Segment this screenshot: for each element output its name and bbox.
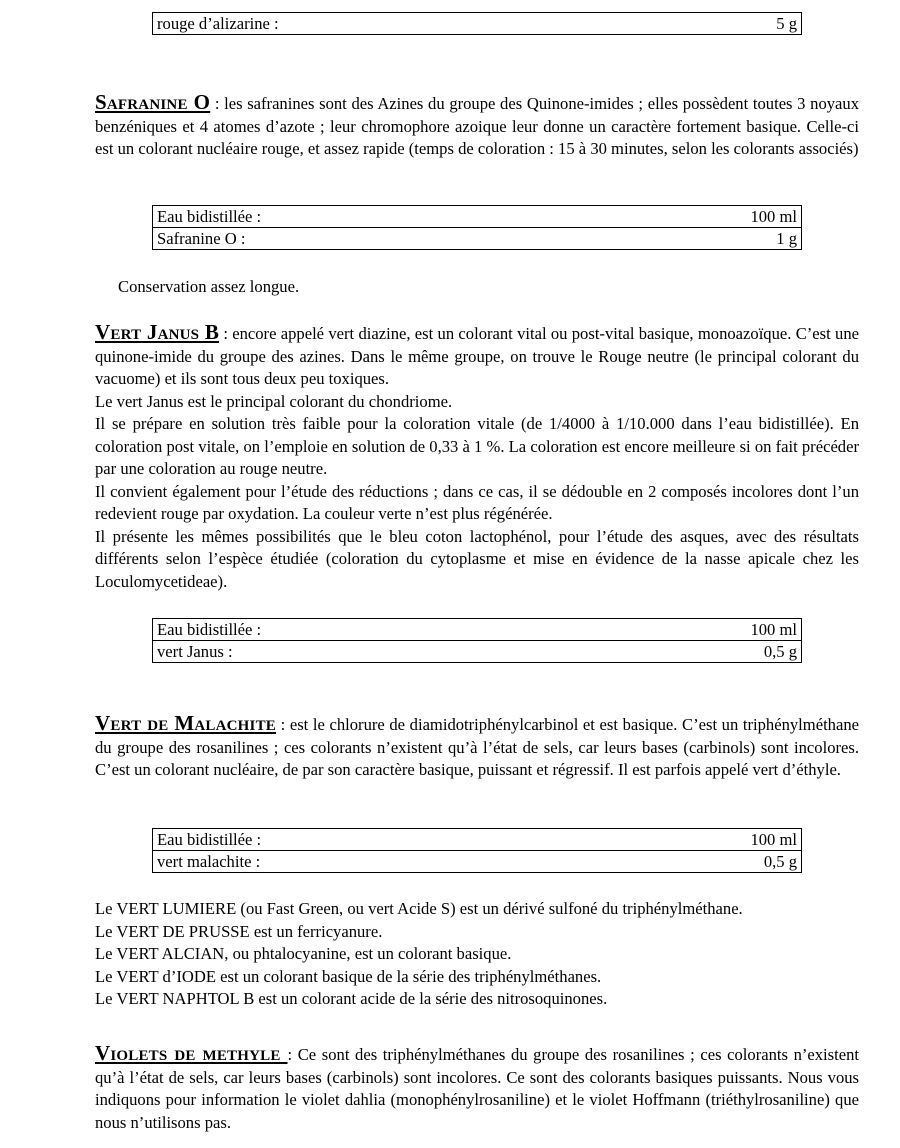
other-greens-list (95, 898, 859, 1011)
table-label: Safranine O : (153, 228, 654, 250)
table-row (153, 829, 802, 851)
table-label: Eau bidistillée : (153, 619, 654, 641)
list-item: Le VERT d’IODE est un colorant basique de la série des triphénylméthanes. (95, 966, 602, 986)
vert-janus-table (152, 618, 802, 663)
table-value: 5 g (653, 13, 802, 35)
vert-janus-paragraph: Il présente les mêmes possibilités que le bleu coton lactophénol, pour l’étude des asques, avec des résultats différents selon l’espèce étudiée (coloration du cytoplasme et mise en évidence de la nasse apicale chez les Loculomycetideae). (95, 526, 859, 591)
vert-malachite-table (152, 828, 802, 873)
table-row (153, 206, 802, 228)
table-row (153, 228, 802, 250)
table-label: Eau bidistillée : (153, 829, 654, 851)
table-value: 100 ml (653, 206, 802, 228)
table-value: 100 ml (653, 619, 802, 641)
vert-janus-paragraph (95, 321, 859, 391)
table-value: 100 ml (653, 829, 802, 851)
list-item: Le VERT NAPHTOL B est un colorant acide de la série des nitrosoquinones. (95, 989, 608, 1008)
table-value: 0,5 g (653, 641, 802, 663)
vert-janus-section (95, 321, 859, 593)
vert-janus-text: : encore appelé vert diazine, est un colorant vital ou post-vital basique, monoazoïque. C’est une quinone-imide du groupe des azines. Dans le même groupe, on trouve le Rouge neutre (le principal colorant du vacuome) et ils sont tous deux peu toxiques. (95, 324, 859, 388)
vert-malachite-paragraph (95, 712, 859, 782)
vert-janus-heading: Vert Janus B (95, 320, 220, 344)
safranine-note: Conservation assez longue. (118, 277, 300, 296)
list-item: Le VERT DE PRUSSE est un ferricyanure. (95, 921, 383, 941)
safranine-paragraph (95, 91, 859, 161)
table-label: rouge d’alizarine : (153, 13, 654, 35)
list-item: Le VERT ALCIAN, ou phtalocyanine, est un colorant basique. (95, 944, 512, 963)
safranine-table (152, 205, 802, 250)
violets-section (95, 1042, 859, 1134)
violets-text: : Ce sont des triphénylméthanes du groupe des rosanilines ; ces colorants n’existent qu’à l’état de sels, car leurs bases (carbinols) sont incolores. Ce sont des colorants basiques puissants. Nous vous indiquons pour information le violet dahlia (monophénylrosaniline) et le violet Hoffmann (triéthylrosaniline) que nous n’utilisons pas. (95, 1045, 860, 1132)
vert-malachite-heading: Vert de Malachite (95, 711, 276, 735)
vert-janus-paragraph: Il se prépare en solution très faible pour la coloration vitale (de 1/4000 à 1/10.000 dans l’eau bidistillée). En coloration post vitale, on l’emploie en solution de 0,33 à 1 %. La coloration est encore meilleure si on fait précéder par une coloration au rouge neutre. (95, 414, 859, 478)
vert-malachite-text: : est le chlorure de diamidotriphénylcarbinol et est basique. C’est un triphénylméthane du groupe des rosanilines ; ces colorants n’existent qu’à l’état de sels, car leurs bases (carbinols) sont incolores. C’est un colorant nucléaire, de par son caractère basique, puissant et régressif. Il est parfois appelé vert d’éthyle. (95, 715, 859, 779)
list-item: Le VERT LUMIERE (ou Fast Green, ou vert Acide S) est un dérivé sulfoné du triphénylméthane. (95, 899, 743, 918)
table-row (153, 641, 802, 663)
alizarine-table (152, 12, 802, 35)
safranine-heading: Safranine O (95, 90, 211, 114)
vert-janus-paragraph: Il convient également pour l’étude des réductions ; dans ce cas, il se dédouble en 2 composés incolores dont l’un redevient rouge par oxydation. La couleur verte n’est plus régénérée. (95, 481, 859, 523)
table-value: 0,5 g (653, 851, 802, 873)
safranine-section (95, 91, 859, 161)
safranine-text: : les safranines sont des Azines du groupe des Quinone-imides ; elles possèdent toutes 3 noyaux benzéniques et 4 atomes d’azote ; leur chromophore azoique leur donne un caractère fortement basique. Celle-ci est un colorant nucléaire rouge, et assez rapide (temps de coloration : 15 à 30 minutes, selon les colorants associés) (95, 94, 859, 158)
violets-heading: Violets de methyle (95, 1041, 288, 1065)
table-value: 1 g (653, 228, 802, 250)
table-row (153, 13, 802, 35)
vert-malachite-section (95, 712, 859, 782)
vert-janus-paragraph: Le vert Janus est le principal colorant du chondriome. (95, 391, 453, 411)
table-label: vert Janus : (153, 641, 654, 663)
table-label: vert malachite : (153, 851, 654, 873)
violets-paragraph (95, 1042, 859, 1134)
table-row (153, 619, 802, 641)
table-label: Eau bidistillée : (153, 206, 654, 228)
table-row (153, 851, 802, 873)
